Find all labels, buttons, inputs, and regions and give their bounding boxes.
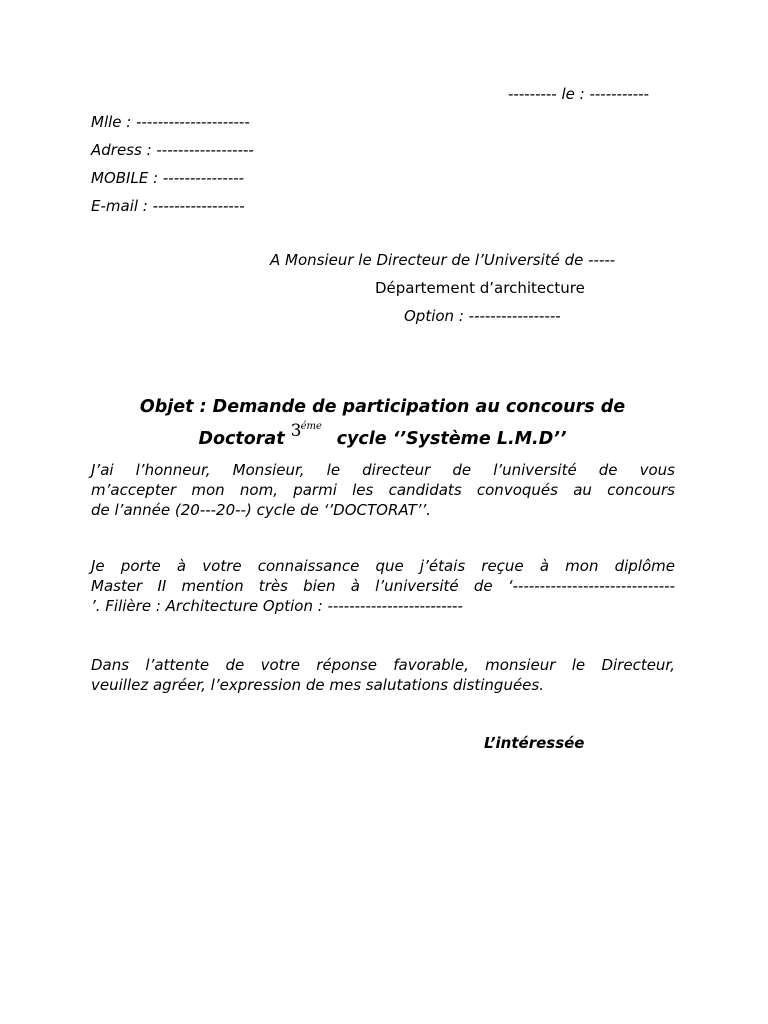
paragraph-line: Master II mention très bien à l’université de ‘------------------------------	[91, 577, 675, 595]
ordinal-number: 3	[290, 421, 302, 441]
subject-line-1: Objet : Demande de participation au concours de	[139, 397, 626, 417]
recipient-department: Département d’architecture	[375, 279, 585, 297]
paragraph-line: J’ai l’honneur, Monsieur, le directeur de l’université de vous	[91, 461, 675, 479]
paragraph-line: Dans l’attente de votre réponse favorable, monsieur le Directeur,	[91, 656, 675, 674]
body-paragraph-1	[91, 460, 675, 520]
paragraph-line: Je porte à votre connaissance que j’étais reçue à mon diplôme	[91, 557, 675, 575]
ordinal	[285, 421, 337, 444]
paragraph-line: de l’année (20---20--) cycle de ‘’DOCTORAT’’.	[91, 501, 432, 519]
date-line: --------- le : -----------	[508, 85, 650, 103]
body-paragraph-2	[91, 556, 675, 616]
body-paragraph-3	[91, 655, 675, 695]
paragraph-line: m’accepter mon nom, parmi les candidats convoqués au concours	[91, 481, 675, 499]
sender-address: Adress : ------------------	[91, 141, 254, 159]
ordinal-suffix: éme	[300, 421, 322, 432]
sender-name: Mlle : ---------------------	[91, 113, 250, 131]
recipient-line: A Monsieur le Directeur de l’Université de -----	[270, 251, 616, 269]
paragraph-line: veuillez agréer, l’expression de mes salutations distinguées.	[91, 676, 544, 694]
signature: L’intéressée	[484, 734, 585, 752]
sender-mobile: MOBILE : ---------------	[91, 169, 245, 187]
subject-suffix: cycle ‘’Système L.M.D’’	[336, 429, 567, 449]
subject-line-2	[90, 421, 675, 452]
paragraph-line: ’. Filière : Architecture Option : -------------------------	[91, 597, 463, 615]
sender-email: E-mail : -----------------	[91, 197, 245, 215]
subject-prefix: Doctorat	[198, 429, 285, 449]
recipient-option: Option : -----------------	[404, 307, 561, 325]
